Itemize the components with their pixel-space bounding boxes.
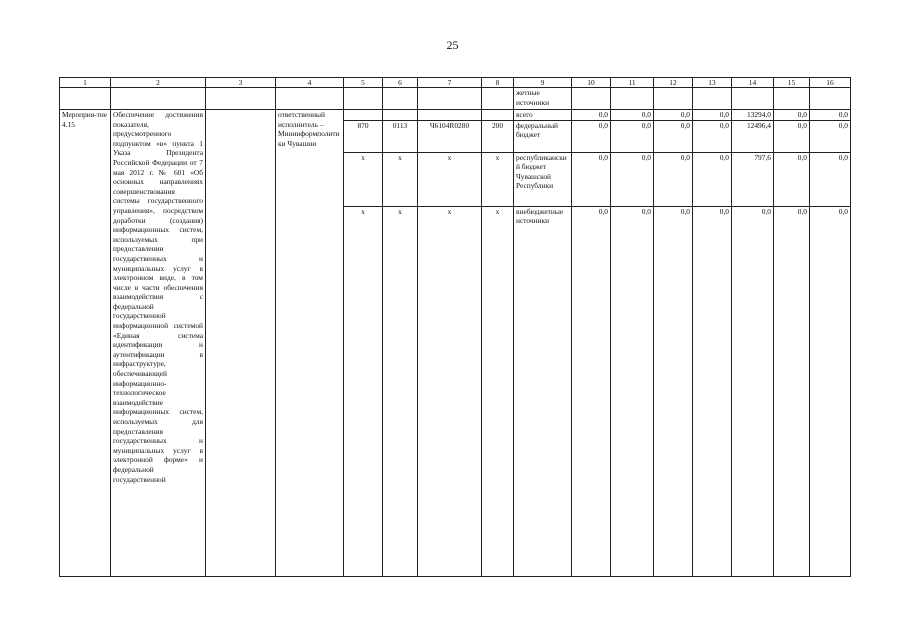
- funding-source: жетные источники: [514, 88, 572, 110]
- column-number-row: [60, 78, 851, 88]
- column-number: 4: [276, 78, 344, 88]
- value-cell: 0,0: [654, 110, 693, 121]
- funding-source: внебюджетные источники: [514, 206, 572, 576]
- funding-source: всего: [514, 110, 572, 121]
- column-number: 1: [60, 78, 111, 88]
- value-cell: 0,0: [572, 110, 611, 121]
- value-cell: 0,0: [654, 206, 693, 576]
- value-cell: 0,0: [693, 152, 732, 206]
- column-number: 12: [654, 78, 693, 88]
- value-cell: 0,0: [572, 206, 611, 576]
- value-cell: 0,0: [774, 120, 810, 152]
- column-number: 6: [383, 78, 418, 88]
- expense-type: 200: [482, 120, 514, 152]
- value-cell: 797,6: [732, 152, 774, 206]
- event-executor: ответственный исполнитель – Мининформполитики Чувашии: [276, 110, 344, 577]
- budget-table: [59, 77, 851, 577]
- column-number: 9: [514, 78, 572, 88]
- column-number: 15: [774, 78, 810, 88]
- column-number: 5: [344, 78, 383, 88]
- page-number: 25: [446, 38, 459, 52]
- column-number: 14: [732, 78, 774, 88]
- section-code: x: [383, 152, 418, 206]
- value-cell: 0,0: [611, 206, 654, 576]
- expense-type: x: [482, 152, 514, 206]
- target-article: Ч6104R0280: [418, 120, 482, 152]
- value-cell: 0,0: [732, 206, 774, 576]
- event-col3: [206, 110, 276, 577]
- ministry-code: [344, 110, 383, 121]
- value-cell: 0,0: [572, 120, 611, 152]
- value-cell: 0,0: [611, 110, 654, 121]
- target-article: x: [418, 152, 482, 206]
- column-number: 10: [572, 78, 611, 88]
- ministry-code: x: [344, 152, 383, 206]
- value-cell: 0,0: [611, 152, 654, 206]
- value-cell: 12496,4: [732, 120, 774, 152]
- event-code: Мероприя-тие 4.15: [60, 110, 111, 577]
- column-number: 16: [810, 78, 851, 88]
- value-cell: 0,0: [810, 152, 851, 206]
- value-cell: 0,0: [693, 120, 732, 152]
- column-number: 3: [206, 78, 276, 88]
- expense-type: [482, 110, 514, 121]
- value-cell: 0,0: [774, 152, 810, 206]
- column-number: 7: [418, 78, 482, 88]
- section-code: x: [383, 206, 418, 576]
- value-cell: 0,0: [654, 152, 693, 206]
- value-cell: 0,0: [774, 206, 810, 576]
- value-cell: 0,0: [810, 110, 851, 121]
- table-row: [60, 110, 851, 121]
- value-cell: 0,0: [654, 120, 693, 152]
- value-cell: 0,0: [810, 206, 851, 576]
- value-cell: 0,0: [572, 152, 611, 206]
- column-number: 13: [693, 78, 732, 88]
- column-number: 2: [111, 78, 206, 88]
- value-cell: 0,0: [693, 206, 732, 576]
- value-cell: 13294,0: [732, 110, 774, 121]
- value-cell: 0,0: [810, 120, 851, 152]
- funding-source: федеральный бюджет: [514, 120, 572, 152]
- value-cell: 0,0: [693, 110, 732, 121]
- value-cell: 0,0: [774, 110, 810, 121]
- event-description: Обеспечение достижения показателя, предусмотренного подпунктом «в» пункта 1 Указа Президента Российской Федерации от 7 мая 2012 г. № 601 «Об основных направлениях совершенствования системы государственного управления», посредством доработки (создания) информационных систем, используемых при предоставлении государственных и муниципальных услуг в электронном виде, в том числе в части обеспечения взаимодействия с федеральной государственной информационной системой «Единая система идентификации и аутентификации в инфраструктуре, обеспечивающей информационно-технологическое взаимодействие информационных систем, используемых для предоставления государственных и муниципальных услуг в электронной форме» и федеральной государственной: [111, 110, 206, 577]
- column-number: 11: [611, 78, 654, 88]
- section-code: 0113: [383, 120, 418, 152]
- ministry-code: 870: [344, 120, 383, 152]
- value-cell: 0,0: [611, 120, 654, 152]
- section-code: [383, 110, 418, 121]
- column-number: 8: [482, 78, 514, 88]
- target-article: x: [418, 206, 482, 576]
- continuation-row: [60, 88, 851, 110]
- funding-source: республиканский бюджет Чувашской Республики: [514, 152, 572, 206]
- target-article: [418, 110, 482, 121]
- expense-type: x: [482, 206, 514, 576]
- ministry-code: x: [344, 206, 383, 576]
